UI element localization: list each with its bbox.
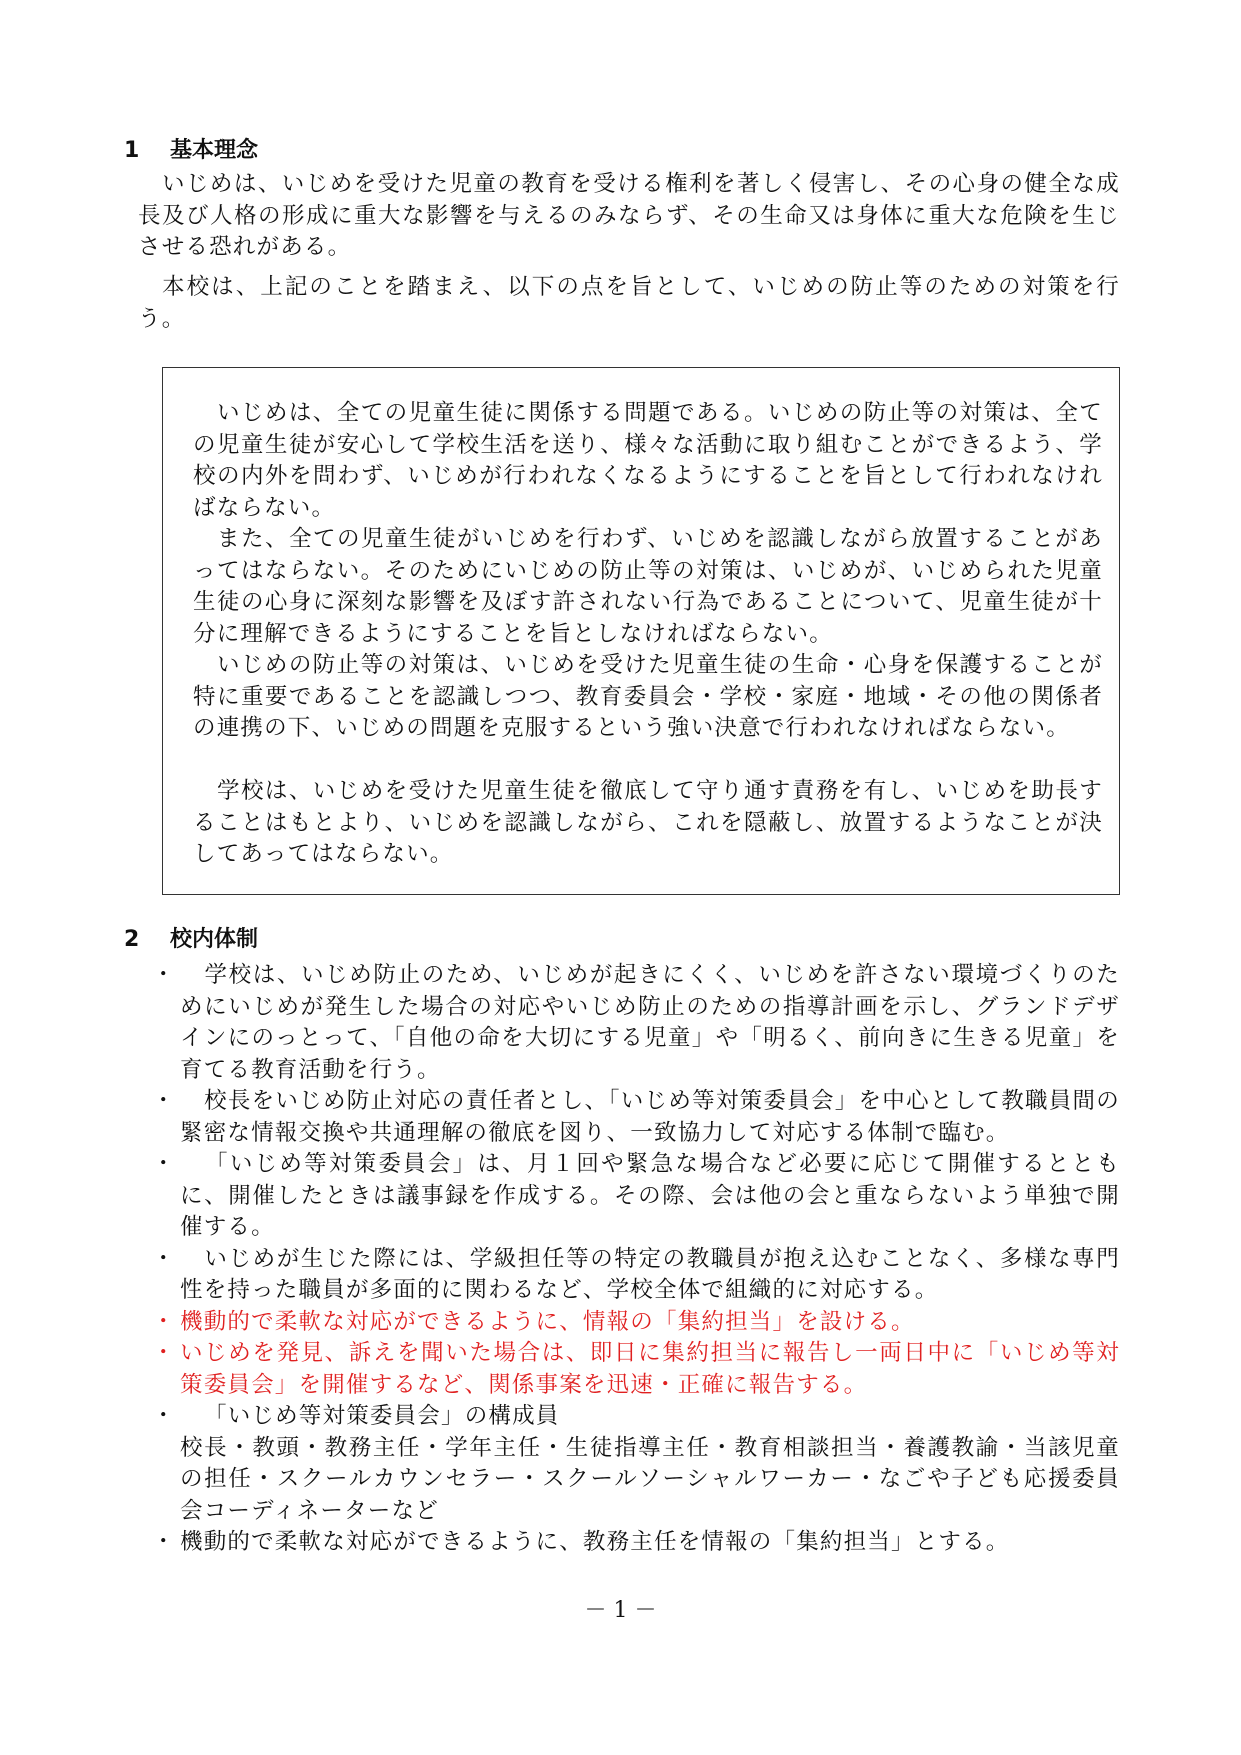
page-number: － 1 － [584, 1598, 657, 1623]
section-1-number: 1 [124, 138, 140, 163]
section-1-paragraph: いじめは、いじめを受けた児童の教育を受ける権利を著しく侵害し、その心身の健全な成長及び人格の形成に重大な影響を与えるのみならず、その生命又は身体に重大な危険を生じさせる恐れがある。 [138, 171, 1120, 260]
bullet-mark: ・ [152, 1340, 176, 1366]
section-2-title: 校内体制 [170, 927, 259, 952]
list-item-text: 「いじめ等対策委員会」は、月１回や緊急な場合など必要に応じて開催するとともに、開催したときは議事録を作成する。その際、会は他の会と重ならないよう単独で開催する。 [180, 1151, 1120, 1240]
box-paragraph: いじめの防止等の対策は、いじめを受けた児童生徒の生命・心身を保護することが特に重要であることを認識しつつ、教育委員会・学校・家庭・地域・その他の関係者の連携の下、いじめの問題を克服するという強い決意で行われなければならない。 [193, 652, 1103, 741]
members-list: 校長・教頭・教務主任・学年主任・生徒指導主任・教育相談担当・養護教諭・当該児童の担任・スクールカウンセラー・スクールソーシャルワーカー・なごや子ども応援委員会コーディネーターなど [180, 1434, 1120, 1524]
section-2-number: 2 [124, 927, 140, 952]
bullet-mark: ・ [152, 1308, 176, 1335]
box-paragraph: いじめは、全ての児童生徒に関係する問題である。いじめの防止等の対策は、全ての児童生徒が安心して学校生活を送り、様々な活動に取り組むことができるよう、学校の内外を問わず、いじめが行われなくなるようにすることを旨として行われなければならない。 [193, 400, 1103, 521]
bullet-mark: ・ [152, 1088, 176, 1114]
box-paragraph: 学校は、いじめを受けた児童生徒を徹底して守り通す責務を有し、いじめを助長することはもとより、いじめを認識しながら、これを隠蔽し、放置するようなことが決してあってはならない。 [193, 778, 1103, 867]
section-1-paragraph: 本校は、上記のことを踏まえ、以下の点を旨として、いじめの防止等のための対策を行う。 [138, 274, 1120, 332]
members-title: 「いじめ等対策委員会」の構成員 [204, 1403, 560, 1429]
list-item-text: 校長をいじめ防止対応の責任者とし、「いじめ等対策委員会」を中心として教職員間の緊密な情報交換や共通理解の徹底を図り、一致協力して対応する体制で臨む。 [180, 1088, 1120, 1146]
list-item [140, 960, 1120, 1086]
list-item [140, 1149, 1120, 1244]
list-item [140, 1086, 1120, 1149]
list-item-text: 学校は、いじめ防止のため、いじめが起きにくく、いじめを許さない環境づくりのためにいじめが発生した場合の対応やいじめ防止のための指導計画を示し、グランドデザインにのっとって、「自他の命を大切にする児童」や「明るく、前向きに生きる児童」を育てる教育活動を行う。 [180, 962, 1120, 1083]
principles-box [162, 367, 1120, 895]
bullet-mark: ・ [152, 1245, 176, 1272]
section-2-heading [124, 925, 258, 955]
list-item-text: 機動的で柔軟な対応ができるように、教務主任を情報の「集約担当」とする。 [180, 1529, 1010, 1555]
section-1-heading [124, 136, 258, 166]
section-1-title: 基本理念 [170, 138, 259, 163]
bullet-mark: ・ [152, 962, 176, 988]
bullet-list [140, 960, 1120, 1559]
list-item-highlight [140, 1338, 1120, 1401]
list-item [140, 1401, 1120, 1433]
list-item [140, 1527, 1120, 1559]
list-item-text: いじめを発見、訴えを聞いた場合は、即日に集約担当に報告し一両日中に「いじめ等対策委員会」を開催するなど、関係事案を迅速・正確に報告する。 [180, 1340, 1120, 1398]
box-paragraph: また、全ての児童生徒がいじめを行わず、いじめを認識しながら放置することがあってはならない。そのためにいじめの防止等の対策は、いじめが、いじめられた児童生徒の心身に深刻な影響を及ぼす許されない行為であることについて、児童生徒が十分に理解できるようにすることを旨としなければならない。 [193, 526, 1103, 647]
list-item-highlight [140, 1307, 1120, 1339]
list-item-text: いじめが生じた際には、学級担任等の特定の教職員が抱え込むことなく、多様な専門性を持った職員が多面的に関わるなど、学校全体で組織的に対応する。 [180, 1245, 1120, 1303]
bullet-mark: ・ [152, 1403, 176, 1429]
bullet-mark: ・ [152, 1151, 176, 1177]
list-item-text: 機動的で柔軟な対応ができるように、情報の「集約担当」を設ける。 [180, 1308, 915, 1335]
list-item [140, 1244, 1120, 1307]
bullet-mark: ・ [152, 1529, 176, 1555]
